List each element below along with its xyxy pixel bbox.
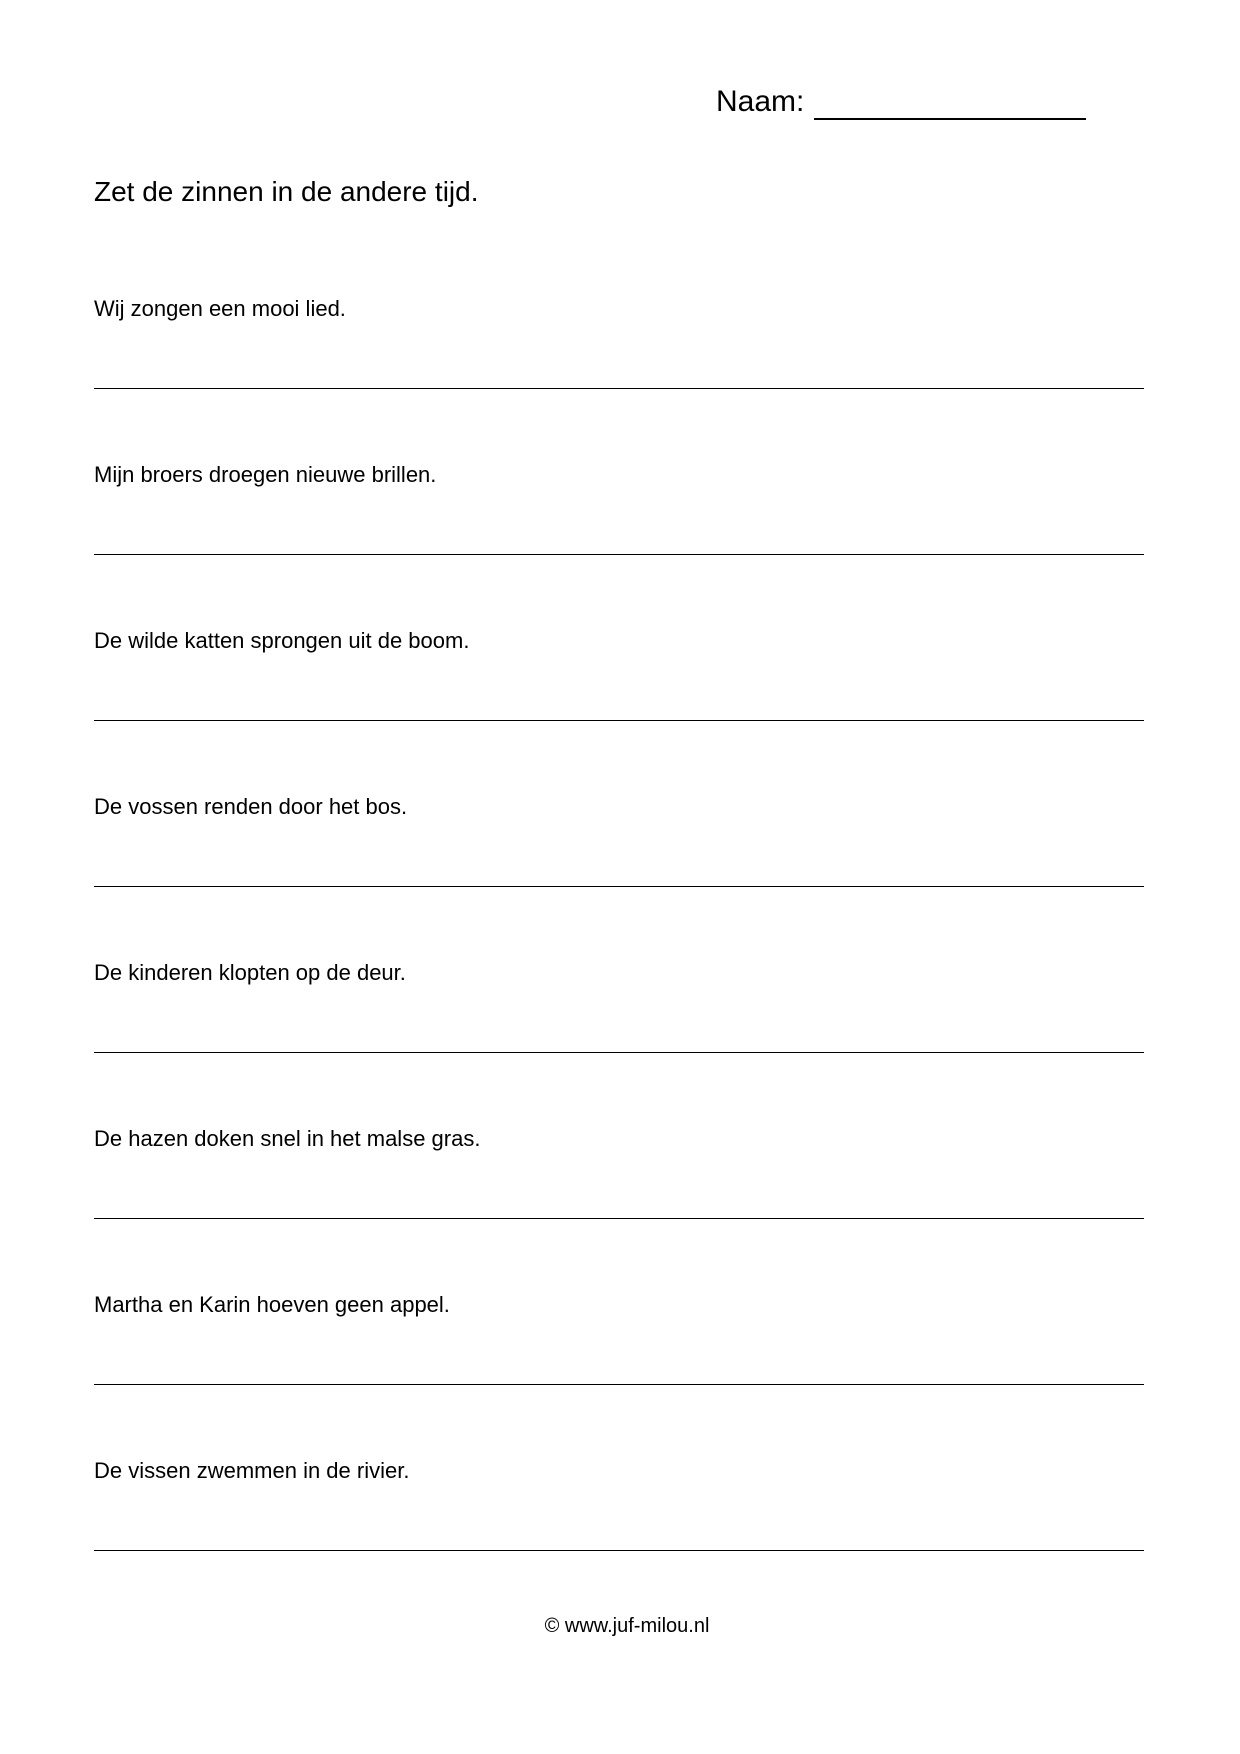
exercise-item	[94, 1292, 1144, 1458]
exercise-sentence: De hazen doken snel in het malse gras.	[94, 1126, 481, 1151]
name-field	[716, 84, 1086, 120]
copyright-footer: © www.juf-milou.nl	[544, 1615, 710, 1637]
exercise-item	[94, 794, 1144, 960]
exercise-item	[94, 462, 1144, 628]
answer-line[interactable]	[94, 886, 1144, 887]
name-input-line[interactable]	[814, 88, 1086, 120]
answer-line[interactable]	[94, 1550, 1144, 1551]
name-label: Naam:	[716, 85, 805, 118]
answer-line[interactable]	[94, 1052, 1144, 1053]
worksheet-title: Zet de zinnen in de andere tijd.	[94, 176, 479, 207]
answer-line[interactable]	[94, 554, 1144, 555]
exercise-sentence: De vossen renden door het bos.	[94, 794, 408, 819]
exercise-item	[94, 296, 1144, 462]
exercise-sentence: Wij zongen een mooi lied.	[94, 296, 346, 321]
exercise-item	[94, 960, 1144, 1126]
exercise-sentence: Mijn broers droegen nieuwe brillen.	[94, 462, 437, 487]
answer-line[interactable]	[94, 1384, 1144, 1385]
exercise-sentence: De kinderen klopten op de deur.	[94, 960, 406, 985]
answer-line[interactable]	[94, 720, 1144, 721]
exercise-list	[94, 296, 1144, 1624]
answer-line[interactable]	[94, 388, 1144, 389]
answer-line[interactable]	[94, 1218, 1144, 1219]
exercise-sentence: De wilde katten sprongen uit de boom.	[94, 628, 470, 653]
exercise-item	[94, 1126, 1144, 1292]
exercise-sentence: De vissen zwemmen in de rivier.	[94, 1458, 410, 1483]
exercise-item	[94, 1458, 1144, 1624]
exercise-item	[94, 628, 1144, 794]
exercise-sentence: Martha en Karin hoeven geen appel.	[94, 1292, 450, 1317]
